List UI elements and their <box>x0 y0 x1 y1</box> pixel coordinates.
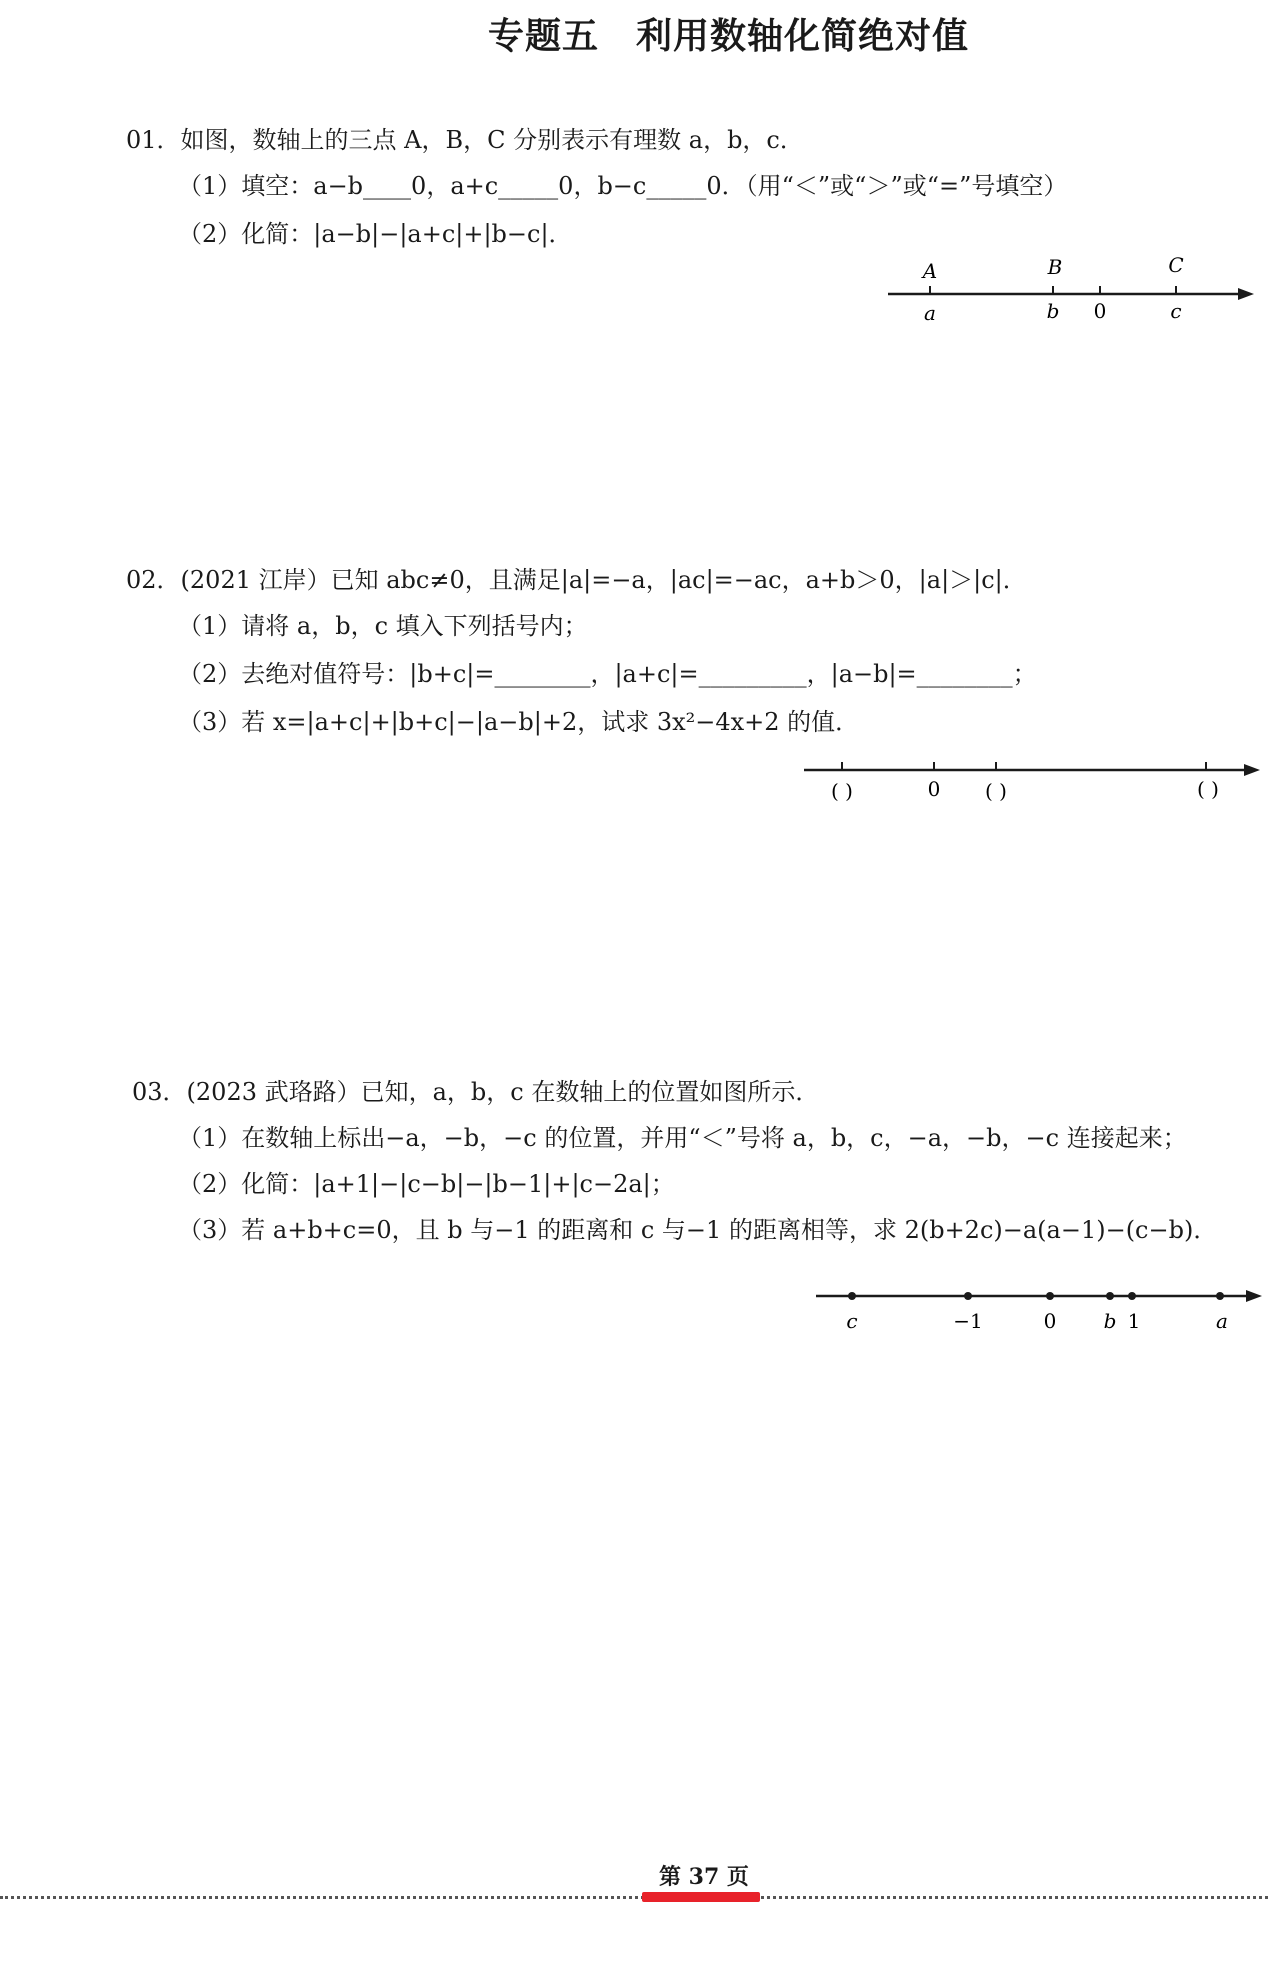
q3-label-neg1: −1 <box>953 1309 983 1333</box>
q1-label-C: C <box>1168 253 1184 277</box>
q1-label-a: a <box>924 301 936 325</box>
page-number: 第 37 页 <box>659 1864 749 1890</box>
q2-bracket-2: ( ) <box>985 779 1007 803</box>
q2-label-0: 0 <box>927 777 941 801</box>
q2-number-line <box>796 748 1266 818</box>
q1-label-b: b <box>1046 299 1060 323</box>
q1-axis-arrow <box>1238 288 1254 300</box>
q3-point-c <box>848 1292 856 1300</box>
q1-number-line <box>880 248 1260 338</box>
q2-part2: （2）去绝对值符号：|b+c|=________，|a+c|=_________，|a−b|=________； <box>178 660 1037 688</box>
q3-part3: （3）若 a+b+c=0，且 b 与−1 的距离和 c 与−1 的距离相等，求 2(b+2c)−a(a−1)−(c−b)． <box>178 1216 1218 1244</box>
q2-axis-arrow <box>1244 764 1260 776</box>
q3-label-b: b <box>1103 1309 1117 1333</box>
q3-number-line <box>808 1276 1268 1346</box>
footer-red-bar <box>642 1892 760 1902</box>
q3-stem: 03．(2023 武珞路）已知，a，b，c 在数轴上的位置如图所示． <box>132 1078 820 1106</box>
q1-part2: （2）化简：|a−b|−|a+c|+|b−c|． <box>178 220 573 248</box>
page-title: 专题五 利用数轴化简绝对值 <box>488 15 970 57</box>
q3-axis-arrow <box>1246 1290 1262 1302</box>
q3-point-b <box>1106 1292 1114 1300</box>
q1-stem: 01．如图，数轴上的三点 A，B，C 分别表示有理数 a，b，c． <box>126 126 804 154</box>
q1-label-0: 0 <box>1093 299 1107 323</box>
q2-stem: 02．(2021 江岸）已知 abc≠0，且满足|a|=−a，|ac|=−ac，a+b＞0，|a|＞|c|． <box>126 566 1027 594</box>
q3-part2: （2）化简：|a+1|−|c−b|−|b−1|+|c−2a|； <box>178 1170 675 1198</box>
q3-point-a <box>1216 1292 1224 1300</box>
footer-dotted-line <box>0 1896 1268 1899</box>
q3-label-a: a <box>1216 1309 1228 1333</box>
q1-label-c: c <box>1170 299 1182 323</box>
q3-label-0: 0 <box>1043 1309 1057 1333</box>
q3-point-1 <box>1128 1292 1136 1300</box>
q1-part1: （1）填空：a−b____0，a+c_____0，b−c_____0．（用“＜”或“＞”或“=”号填空） <box>178 172 1068 200</box>
q3-label-1: 1 <box>1127 1309 1141 1333</box>
q2-bracket-1: ( ) <box>831 779 853 803</box>
q1-label-B: B <box>1047 255 1063 279</box>
q3-label-c: c <box>846 1309 858 1333</box>
q3-point-0 <box>1046 1292 1054 1300</box>
q1-label-A: A <box>922 259 938 283</box>
q2-part3: （3）若 x=|a+c|+|b+c|−|a−b|+2，试求 3x²−4x+2 的值． <box>178 708 860 736</box>
q2-bracket-3: ( ) <box>1197 777 1219 801</box>
q2-part1: （1）请将 a，b，c 填入下列括号内； <box>178 612 588 640</box>
q3-point-neg1 <box>964 1292 972 1300</box>
q3-part1: （1）在数轴上标出−a，−b，−c 的位置，并用“＜”号将 a，b，c，−a，−b，−c 连接起来； <box>178 1124 1187 1152</box>
